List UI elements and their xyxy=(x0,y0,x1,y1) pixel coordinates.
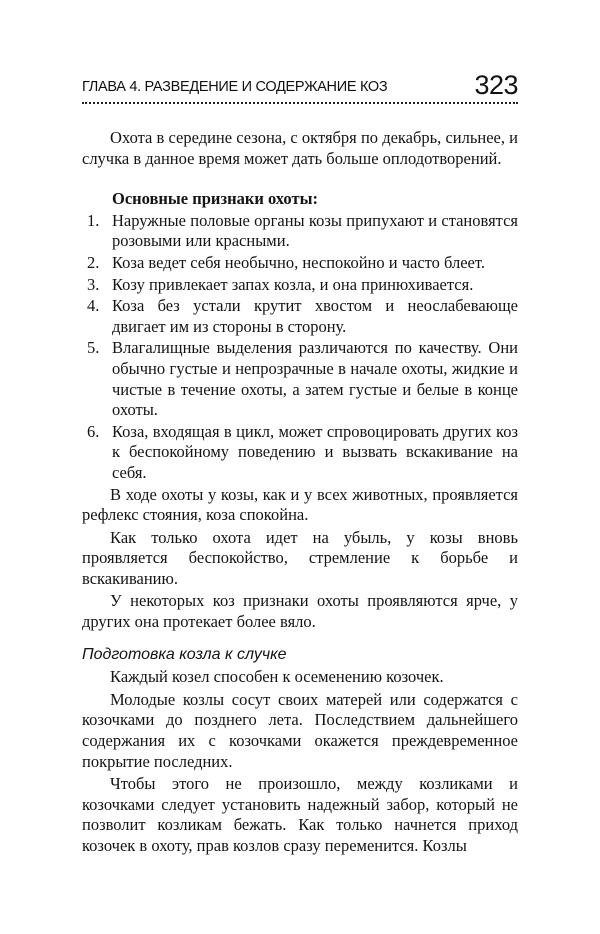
list-item-number: 3. xyxy=(87,274,100,294)
list-item-number: 2. xyxy=(87,252,100,272)
list-item-number: 5. xyxy=(87,338,100,358)
list-item-text: Наружные половые органы козы припухают и становятся розовыми или красными. xyxy=(112,210,518,251)
running-head xyxy=(82,70,518,104)
signs-list xyxy=(82,211,518,484)
list-item-text: Коза без устали крутит хвостом и неослабевающе двигает им из стороны в сторону. xyxy=(112,296,518,336)
list-item-text: Влагалищные выделения различаются по качеству. Они обычно густые и непрозрачные в начале охоты, жидкие и чистые в течение охоты, а затем густые и белые в конце охоты. xyxy=(112,338,518,420)
body-paragraph: Как только охота идет на убыль, у козы вновь проявляется беспокойство, стремление к борьбе и вскакиванию. xyxy=(82,527,518,588)
list-item-number: 6. xyxy=(87,421,100,441)
chapter-title: ГЛАВА 4. РАЗВЕДЕНИЕ И СОДЕРЖАНИЕ КОЗ xyxy=(82,79,388,95)
body-paragraph: Молодые козлы сосут своих матерей или содержатся с козочками до позднего лета. Последствием дальнейшего содержания их с козочками окажется преждевременное покрытие последних. xyxy=(82,689,518,771)
list-item xyxy=(82,253,518,274)
list-item-text: Коза ведет себя необычно, неспокойно и часто блеет. xyxy=(112,252,485,272)
list-item xyxy=(82,296,518,337)
intro-paragraph: Охота в середине сезона, с октября по декабрь, сильнее, и случка в данное время может дать больше оплодотворений. xyxy=(82,128,518,168)
body-paragraph: У некоторых коз признаки охоты проявляются ярче, у других она протекает более вяло. xyxy=(82,591,518,632)
section-heading: Подготовка козла к случке xyxy=(82,645,287,663)
body-paragraph: В ходе охоты у козы, как и у всех животных, проявляется рефлекс стояния, коза спокойна. xyxy=(82,484,518,525)
list-item xyxy=(82,211,518,252)
page-number: 323 xyxy=(474,70,518,100)
body-paragraph: Каждый козел способен к осеменению козочек. xyxy=(110,667,444,687)
list-item-text: Козу привлекает запах козла, и она принюхивается. xyxy=(112,274,474,294)
header-dotted-rule xyxy=(82,102,518,104)
list-item-number: 4. xyxy=(87,296,100,316)
list-item xyxy=(82,422,518,484)
body-paragraph: Чтобы этого не произошло, между козликами и козочками следует установить надежный забор, который не позволит козликам бежать. Как только начнется приход козочек в охоту, прав козлов сразу переменится. Козлы xyxy=(82,774,518,855)
list-item-number: 1. xyxy=(87,210,100,230)
signs-list-title: Основные признаки охоты: xyxy=(112,189,318,209)
list-item xyxy=(82,338,518,420)
list-item-text: Коза, входящая в цикл, может спровоцировать других коз к беспокойному поведению и вызвать вскакивание на себя. xyxy=(112,421,518,482)
paragraph-gap xyxy=(82,169,518,189)
list-item xyxy=(82,275,518,296)
body-text xyxy=(82,128,518,857)
book-page xyxy=(82,70,518,857)
